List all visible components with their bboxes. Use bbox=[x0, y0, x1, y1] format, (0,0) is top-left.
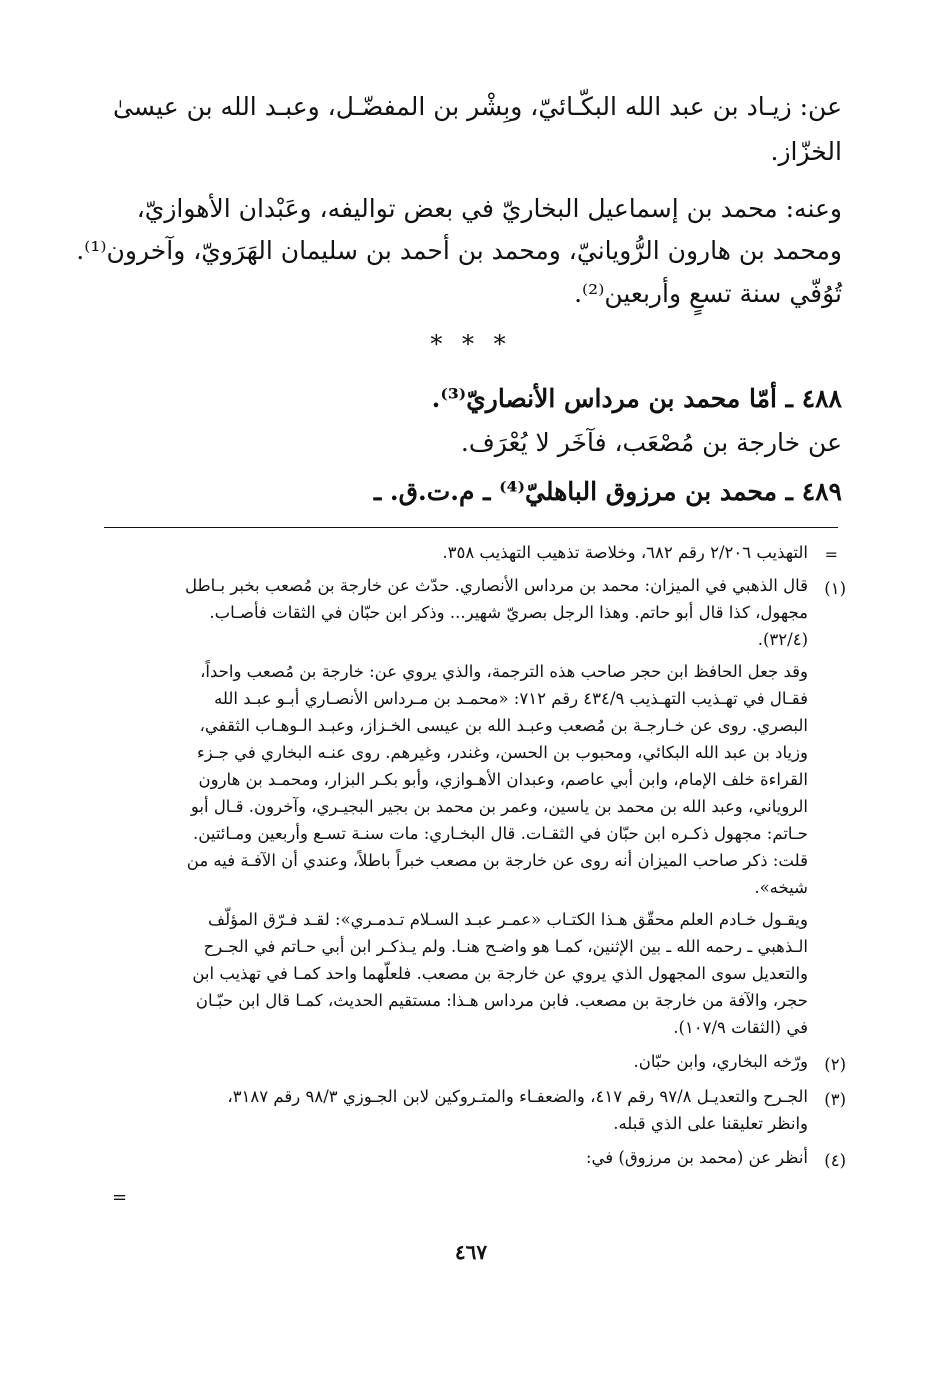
footnote-1-line: الروياني، وعبد الله بن محمد بن ياسين، وعمر بن محمد بن بجير البجيـري، وآخرون. قـال أبو bbox=[190, 797, 808, 816]
footnote-1-line: قلت: ذكر صاحب الميزان أنه روى عن خارجة بن مصعب خبراً باطلاً، وعندي أن الآفـة فيه من bbox=[186, 851, 808, 870]
footnote-1-line: الـذهبي ـ رحمه الله ـ بين الإثنين، كمـا هو واضـح هنـا. ولم يـذكـر ابن أبي حـاتم في الجـرح bbox=[203, 937, 808, 956]
footnote-4-line: أنظر عن (محمد بن مرزوق) في: bbox=[585, 1148, 808, 1167]
footnote-1-line: (٣٢/٤). bbox=[757, 630, 808, 649]
footnote-1-line: في (الثقات ١٠٧/٩). bbox=[673, 1018, 808, 1037]
footnote-1-line: والتعديل سوى المجهول الذي يروي عن خارجة بن مصعب. فلعلّهما واحد كمـا في تهذيب ابن bbox=[192, 964, 808, 983]
footnote-1-line: شيخه». bbox=[754, 878, 808, 897]
footnote-4-number: (٤) bbox=[824, 1151, 846, 1170]
footnote-1-line: حجر، والآفة من خارجة بن مصعب. فابن مرداس هـذا: مستقيم الحديث، كمـا قال ابن حبّـان bbox=[195, 991, 808, 1010]
footnote-1-line: ويقـول خـادم العلم محقّق هـذا الكتـاب «عمـر عبـد السـلام تـدمـري»: لقـد فـرّق المؤلّف bbox=[208, 910, 808, 929]
footnote-separator bbox=[104, 527, 838, 528]
footnote-1-line: وزياد بن عبد الله البكائي، ومحبوب بن الحسن، وغندر، وغيرهم. روى عنـه البخاري في جـزء bbox=[197, 743, 808, 762]
footnote-1-number: (١) bbox=[824, 579, 846, 598]
footnote-3-line: الجـرح والتعديـل ٩٧/٨ رقم ٤١٧، والضعفـاء والمتـروكين لابن الجـوزي ٩٨/٣ رقم ٣١٨٧، bbox=[227, 1087, 808, 1106]
continuation-mark: = bbox=[824, 545, 838, 564]
body-line-1: عن: زيـاد بن عبد الله البكّـائيّ، وبِشْر بن المفضّـل، وعبـد الله بن عيسىٰ bbox=[113, 92, 842, 121]
footnote-1-line: القراءة خلف الإمام، وابن أبي عاصم، وعبدان الأهـوازي، وأبو بكـر البزار، ومحمـد بن هارون bbox=[198, 770, 808, 789]
footnote-1-line: البصري. روى عن خـارجـة بن مُصعب وعبـد الله بن عيسى الخـزاز، وعبـد الـوهـاب الثقفي، bbox=[199, 716, 808, 735]
body-line-5: تُوُفّي سنة تسعٍ وأربعين⁽²⁾. bbox=[574, 279, 842, 308]
footnote-2-line: ورّخه البخاري، وابن حبّان. bbox=[633, 1052, 808, 1071]
entry-488-text: عن خارجة بن مُصْعَب، فآخَر لا يُعْرَف. bbox=[460, 428, 842, 457]
footnote-1-line: مجهول، كذا قال أبو حاتم. وهذا الرجل بصريّ شهير... وذكر ابن حبّان في الثقات فأصـاب. bbox=[209, 603, 808, 622]
body-line-3: وعنه: محمد بن إسماعيل البخاريّ في بعض تواليفه، وعَبْدان الأهوازيّ، bbox=[136, 194, 842, 223]
footnote-3-number: (٣) bbox=[824, 1090, 846, 1109]
body-line-4: ومحمد بن هارون الرُّويانيّ، ومحمد بن أحمد بن سليمان الهَرَويّ، وآخرون⁽¹⁾. bbox=[76, 236, 842, 265]
page-number: ٤٦٧ bbox=[454, 1240, 488, 1264]
footnote-3-line: وانظر تعليقنا على الذي قبله. bbox=[613, 1114, 808, 1133]
body-line-2: الخزّاز. bbox=[770, 137, 842, 166]
footnote-1-line: قال الذهبي في الميزان: محمد بن مرداس الأنصاري. حدّث عن خارجة بن مُصعب بخبر بـاطل bbox=[185, 576, 808, 595]
section-separator: * * * bbox=[430, 330, 512, 358]
footnote-1-line: فقـال في تهـذيب التهـذيب ٤٣٤/٩ رقم ٧١٢: «محمـد بن مـرداس الأنصـاري أبـو عبـد الله bbox=[214, 689, 808, 708]
footnote-1-line: وقد جعل الحافظ ابن حجر صاحب هذه الترجمة، والذي يروي عن: خارجة بن مُصعب واحداً، bbox=[200, 662, 808, 681]
entry-488-title: ٤٨٨ ـ أمّا محمد بن مرداس الأنصاريّ⁽³⁾. bbox=[431, 384, 842, 413]
continuation-mark: = bbox=[112, 1187, 128, 1208]
entry-489-title: ٤٨٩ ـ محمد بن مرزوق الباهليّ⁽⁴⁾ ـ م.ت.ق. ـ bbox=[373, 477, 842, 506]
footnote-1-line: حـاتم: مجهول ذكـره ابن حبّان في الثقـات. قال البخـاري: مات سنـة تسـع وأربعين ومـائتين. bbox=[193, 824, 808, 843]
footnote-2-number: (٢) bbox=[824, 1055, 846, 1074]
footnote-continuation: التهذيب ٢/٢٠٦ رقم ٦٨٢، وخلاصة تذهيب التهذيب ٣٥٨. bbox=[442, 543, 808, 562]
